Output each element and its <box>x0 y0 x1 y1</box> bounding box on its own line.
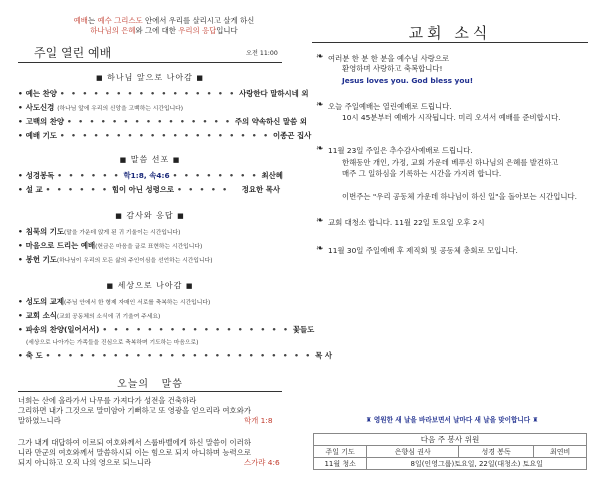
bullet: • <box>18 325 23 334</box>
news-item-2-detail: 한해동안 개인, 가정, 교회 가운데 베푸신 하나님의 은혜를 발견하고 <box>342 158 559 167</box>
table-row <box>314 446 587 458</box>
service-title: 주일 열린 예배 <box>34 46 112 60</box>
program-label: 예는 찬양 <box>25 89 57 98</box>
bullet: • <box>18 227 23 236</box>
bullet: • <box>18 311 23 320</box>
news-item-2-detail: 이번주는 "우리 공동체 가운데 하나님이 하신 일"을 돌아보는 시간입니다. <box>342 192 577 201</box>
header-response: 우리의 응답 <box>178 26 217 35</box>
word-text: 되지 아니하고 오직 나의 영으로 되느니라 <box>18 458 152 467</box>
program-note: (하나님 앞에 우리의 신앙을 고백하는 시간입니다) <box>57 106 184 112</box>
program-right: 꽃들도 <box>292 325 315 334</box>
leader-dots: • • • • • <box>177 185 229 194</box>
program-row <box>18 88 309 99</box>
program-label: 예배 기도 <box>25 131 57 140</box>
section-approach: ■ 하나님 앞으로 나아감 ■ <box>96 73 204 82</box>
word-text: 너희는 산에 올라가서 나무를 가져다가 성전을 건축하라 <box>18 396 197 405</box>
program-label: 마음으로 드리는 예배 <box>25 241 96 250</box>
word-line <box>18 458 151 468</box>
news-divider <box>312 42 588 43</box>
program-right: 주의 약속하신 말씀 외 <box>234 117 307 126</box>
program-row <box>18 310 280 321</box>
program-note: (세상으로 나아가는 가족들을 진심으로 축복하며 기도하는 마음으로) <box>26 340 199 346</box>
program-right: 정요한 목사 <box>241 185 280 194</box>
program-label: 성경봉독 <box>25 171 55 180</box>
program-right: 이종곤 집사 <box>272 131 312 140</box>
word-text: 그가 내게 대답하여 이르되 여호와께서 스룹바벨에게 하신 말씀이 이러하 <box>18 438 251 447</box>
program-label: 봉헌 기도 <box>25 255 57 264</box>
program-row <box>18 130 312 141</box>
program-note: (말을 가운데 앉게 된 귀 기울이는 시간입니다) <box>64 230 181 236</box>
news-item-3: 교회 대청소 합니다. 11월 22일 토요일 오후 2시 <box>328 218 485 227</box>
program-row <box>18 170 283 181</box>
header-grace: 하나님의 은혜 <box>90 26 136 35</box>
word-line <box>18 406 251 416</box>
program-label: 설 교 <box>25 185 43 194</box>
duty-title: 다음 주 봉사 위원 <box>314 434 587 446</box>
program-label: 고백의 찬양 <box>25 117 65 126</box>
table-row <box>314 434 587 446</box>
leader-dots: • • • • • • <box>45 185 109 194</box>
program-right: 사랑한다 말하시네 외 <box>239 89 309 98</box>
leader-dots: • • • • • • • • • • • • • • • • • • • <box>59 131 270 140</box>
duty-table <box>313 433 587 470</box>
section-thanks: ■ 감사와 응답 ■ <box>115 211 185 220</box>
program-row <box>18 324 315 335</box>
program-label: 침묵의 기도 <box>25 227 65 236</box>
header-text: 안에서 우리를 살리시고 살게 하신 <box>142 16 255 25</box>
program-label: 사도신경 <box>25 103 55 112</box>
table-cell: 11월 청소 <box>314 458 367 470</box>
news-item-2: 11월 23일 주일은 추수감사예배로 드립니다. <box>328 146 473 155</box>
news-title: 교회 소식 <box>408 24 492 42</box>
section-sending: ■ 세상으로 나아감 ■ <box>106 281 194 290</box>
dove-icon: ❧ <box>316 216 324 226</box>
news-item-1-detail: 10시 45분부터 예배가 시작됩니다. 미리 오셔서 예배를 준비합시다. <box>342 113 561 122</box>
header-text: 는 <box>87 16 98 25</box>
word-ref-1: 학개 1:8 <box>244 416 273 425</box>
table-cell: 최연비 <box>534 446 587 458</box>
bullet: • <box>18 171 23 180</box>
leader-dots: • • • • • • • • • • • • • • • <box>67 117 232 126</box>
welcome-english: Jesus loves you. God bless you! <box>342 76 474 85</box>
program-note: (주님 안에서 한 형제 자매인 서로를 축복하는 시간입니다) <box>64 300 211 306</box>
leader-dots: • • • • • • • • • • • • • • • • • • • • • • • • <box>45 351 313 360</box>
program-label: 성도의 교제 <box>25 297 65 306</box>
leader-dots: • • • • • • • • • • • • • • • • • <box>102 325 290 334</box>
program-right: 최산혜 <box>261 171 283 180</box>
program-row <box>18 337 288 346</box>
bullet: • <box>18 103 23 112</box>
banner: ♜ 영원한 새 날을 바라보면서 날마다 새 날을 맞이합니다 ♜ <box>365 416 539 424</box>
welcome-line: 환영하며 사랑하고 축복합니다! <box>342 64 443 73</box>
scripture-reference: 학1:8, 속4:6 <box>123 171 170 180</box>
program-row <box>18 254 280 265</box>
program-note: (교회 공동체의 소식에 귀 기울여 주세요) <box>56 314 161 320</box>
section-word: ■ 말씀 선포 ■ <box>119 155 181 164</box>
program-note: (헌금은 마음을 글로 표현하는 시간입니다) <box>95 244 203 250</box>
bullet: • <box>18 241 23 250</box>
dove-icon: ❧ <box>316 244 324 254</box>
word-text: 그리하면 내가 그것으로 말미암아 기뻐하고 또 영광을 얻으리라 여호와가 <box>18 406 251 415</box>
section-sending-label: 세상으로 나아감 <box>117 281 183 290</box>
dove-icon: ❧ <box>316 52 324 62</box>
word-ref-2: 스가랴 4:6 <box>244 458 280 467</box>
word-divider <box>18 391 282 392</box>
header-line-2 <box>44 26 284 36</box>
word-line <box>18 416 61 426</box>
program-row <box>18 102 280 113</box>
dove-icon: ❧ <box>316 100 324 110</box>
bullet: • <box>18 297 23 306</box>
header-jesus: 예수 그리스도 <box>97 16 143 25</box>
bullet: • <box>18 255 23 264</box>
leader-dots: • • • • • • • • • • • • • • • • <box>59 89 237 98</box>
program-row <box>18 296 280 307</box>
section-approach-label: 하나님 앞으로 나아감 <box>107 73 193 82</box>
word-text: 말하였느니라 <box>18 416 61 425</box>
program-label: 축 도 <box>25 351 43 360</box>
header-text: 입니다 <box>216 26 238 35</box>
program-note: (하나님이 우리의 모든 삶의 주인이심을 선언하는 시간입니다) <box>56 258 213 264</box>
bullet: • <box>18 185 23 194</box>
bullet: • <box>18 131 23 140</box>
header-line-1 <box>44 16 284 26</box>
program-label: 파송의 찬양(일어서서) <box>25 325 100 334</box>
welcome-line: 여러분 한 분 한 분을 예수님 사랑으로 <box>328 54 450 63</box>
table-row <box>314 458 587 470</box>
section-word-label: 말씀 선포 <box>130 155 170 164</box>
news-item-2-detail: 매주 그 일하심을 기록하는 시간을 가지려 합니다. <box>342 169 502 178</box>
leader-dots: • • • • • • <box>57 171 121 180</box>
program-row <box>18 226 280 237</box>
table-cell: 8일(인영그룹)토요일, 22일(대청소) 토요일 <box>367 458 587 470</box>
word-line <box>18 448 251 458</box>
table-cell: 성경 봉독 <box>459 446 534 458</box>
program-row <box>18 184 280 195</box>
news-item-4: 11월 30일 주일예배 후 제직회 및 공동체 총회로 모입니다. <box>328 246 518 255</box>
leader-dots: • • • • • • • • <box>172 171 259 180</box>
bullet: • <box>18 117 23 126</box>
dove-icon: ❧ <box>316 144 324 154</box>
bullet: • <box>18 351 23 360</box>
header-worship: 예배 <box>73 16 88 25</box>
word-line <box>18 438 251 448</box>
program-row <box>18 116 307 127</box>
section-thanks-label: 감사와 응답 <box>126 211 174 220</box>
program-right: 목 사 <box>315 351 333 360</box>
word-title: 오늘의 말씀 <box>117 379 183 390</box>
table-cell: 주일 기도 <box>314 446 367 458</box>
table-cell: 은향심 권사 <box>367 446 459 458</box>
sermon-title: 힘이 아닌 성령으로 <box>111 185 175 194</box>
header-text: 와 그에 대한 <box>135 26 179 35</box>
program-label: 교회 소식 <box>25 311 57 320</box>
service-time: 오전 11:00 <box>246 50 278 57</box>
bullet: • <box>18 89 23 98</box>
program-row <box>18 350 333 361</box>
program-row <box>18 240 280 251</box>
word-text: 니라 만군의 여호와께서 말씀하시되 이는 힘으로 되지 아니하며 능력으로 <box>18 448 251 457</box>
title-divider <box>18 62 282 63</box>
news-item-1: 오늘 주일예배는 열린예배로 드립니다. <box>328 102 452 111</box>
word-line <box>18 396 196 406</box>
